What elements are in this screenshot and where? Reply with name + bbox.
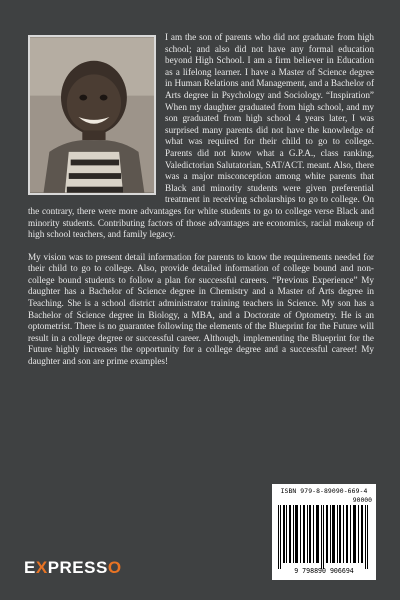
barcode-digits: 9 798890 906694 [294,567,354,575]
isbn-text: ISBN 979-8-89090-669-4 [280,487,368,495]
barcode-icon [276,505,372,569]
logo-prefix: E [24,558,36,577]
publisher-logo [24,558,122,578]
logo-end-mark: O [107,558,122,577]
isbn-barcode-box [272,484,376,580]
photo-spacer [28,32,165,196]
logo-suffix: PRESS [47,558,108,577]
vision-paragraph: My vision was to present detail information for parents to know the requirements needed for their child to go to college. Also, provide detailed information of college bound and non-college bound students to follow a plan for successful careers. “Previous Experience” My daughter has a Bachelor of Science degree in Chemistry and a Master of Arts degree in Teaching. She is a school district administrator training teachers in Science. My son has a Bachelor of Science degree in Biology, a MBA, and a Doctorate of Optometry. He is an optometrist. There is no guarantee following the elements of the Blueprint for the Future will result in a college degree or successful career. Although, implementing the Blueprint for the Future highly increases the opportunity for a college degree and a successful career! My daughter and son are prime examples! [28,251,374,367]
barcode-bars [276,505,372,569]
author-bio-paragraph: I am the son of parents who did not graduate from high school; and also did not have any formal education beyond High School. I am a firm believer in Education as a lifelong learner. I have a Master of Science degree in Human Relations and Management, and a Bachelor of Arts degree in Psychology and Sociology. “Inspiration” When my daughter graduated from high school, and my son graduated from high school 4 years later, I was surprised many parents did not have the knowledge of what was required for their child to go to college. Parents did not know what a G.P.A., class ranking, Valedictorian Salutatorian, SAT/ACT. meant. Also, there was a major misconception among white parents that Black and minority students were given preferential treatment in receiving scholarships to go to college. On the contrary, there were more advantages for white students to go to college verse Black and minority students. Contributing factors of those advantages are economics, racial makeup of high school teachers, and family legacy. [28,32,374,240]
back-cover-text [28,32,374,379]
logo-x-mark: X [35,558,48,577]
price-code: 90000 [352,496,372,504]
